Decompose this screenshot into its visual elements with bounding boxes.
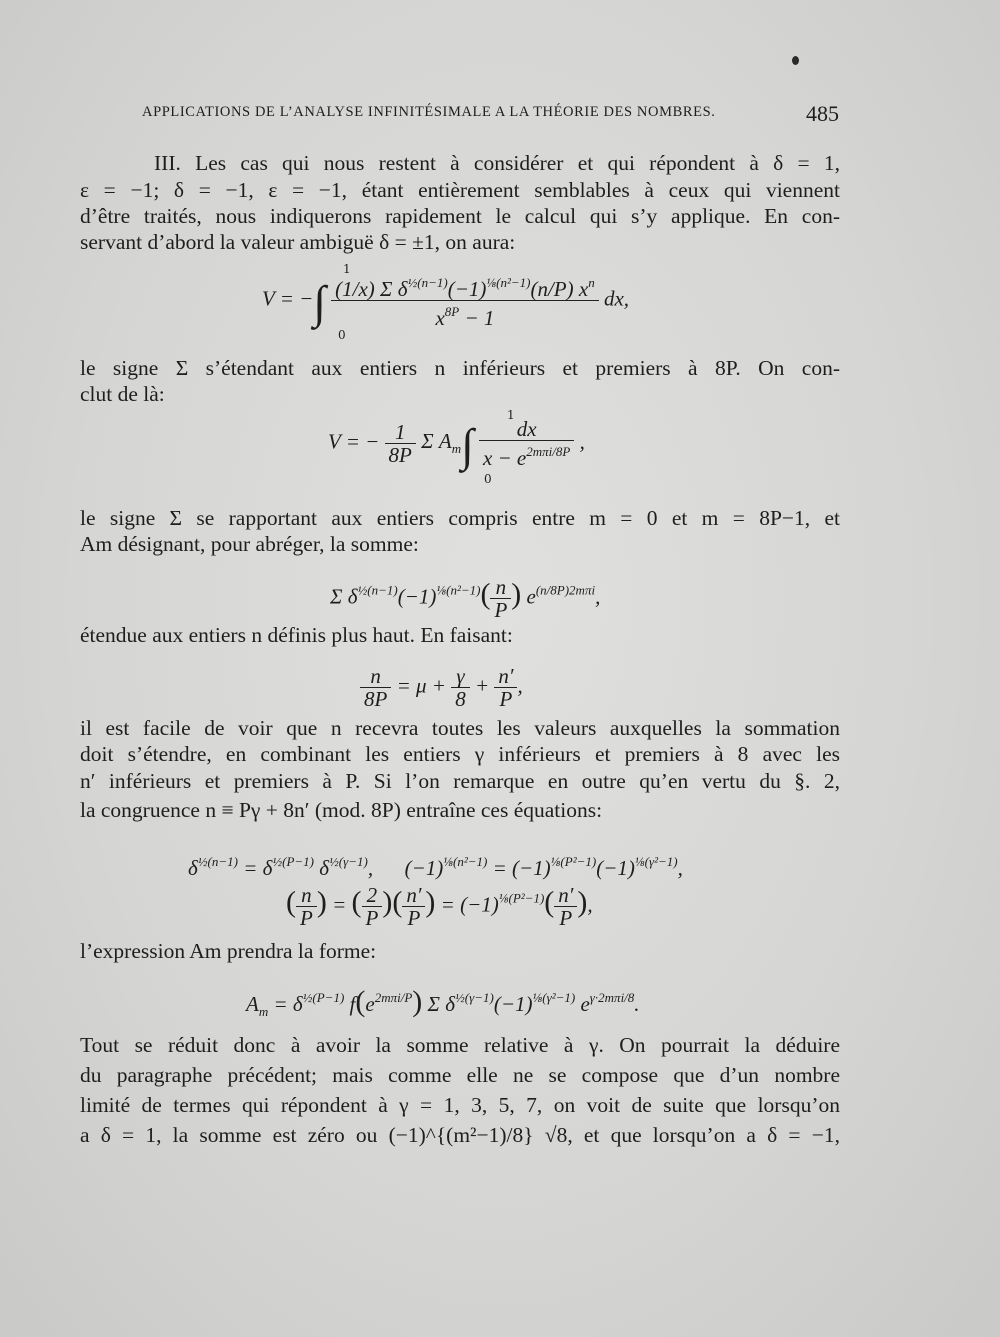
text-line-6: clut de là: bbox=[80, 382, 165, 406]
text-line-16: du paragraphe précédent; mais comme elle ne se compose que d’un nombre bbox=[80, 1063, 840, 1087]
text-line-18: a δ = 1, la somme est zéro ou (−1)^{(m²−1)/8} √8, et que lorsqu’on a δ = −1, bbox=[80, 1123, 840, 1147]
running-title: APPLICATIONS DE L’ANALYSE INFINITÉSIMALE A LA THÉORIE DES NOMBRES. bbox=[142, 104, 716, 120]
text-line-1: III. Les cas qui nous restent à considérer et qui répondent à δ = 1, bbox=[154, 151, 840, 175]
formula-power-identities: $\delta^{\frac{1}{2}(n-1)} = \delta^{\frac{1}{2}(P-1)}$ $\delta^{\frac{1}{2}(\gamma-1)}$, $(-1)^{\frac{1}{8}(n^2-1)} = (-1)^{\frac{1}{8}(P^2-1)}(-1)^{\frac{1}{8}(\gamma^2-1)}$, bbox=[188, 854, 683, 880]
formula-am-sum: Σ $\delta^{\frac{1}{2}(n-1)}(-1)^{\frac{1}{8}(n^2-1)}$( $\frac{n}{P}$ ) $e^{(n/8P)2m\pi i}$, bbox=[330, 575, 601, 622]
text-line-9: étendue aux entiers n définis plus haut. En faisant: bbox=[80, 623, 513, 647]
lower-limit-2: 0 bbox=[484, 472, 492, 486]
formula-v-integral: V = −∫ $\frac{(1/x) \Sigma \delta^{\frac{1}{2}(n-1)}(-1)^{\frac{1}{8}(n^2-1)}(n/P) x^n}{x^{8P} - 1}$ dx, bbox=[262, 272, 629, 329]
text-line-3: d’être traités, nous indiquerons rapidement le calcul qui s’y applique. En con- bbox=[80, 204, 840, 228]
text-line-15: Tout se réduit donc à avoir la somme relative à γ. On pourrait la déduire bbox=[80, 1033, 840, 1057]
text-line-4: servant d’abord la valeur ambiguë δ = ±1, on aura: bbox=[80, 230, 516, 254]
ink-spot bbox=[792, 56, 799, 65]
lower-limit: 0 bbox=[338, 328, 346, 342]
text-line-8: Am désignant, pour abréger, la somme: bbox=[80, 532, 419, 556]
page-number: 485 bbox=[806, 101, 839, 126]
text-line-17: limité de termes qui répondent à γ = 1, 3, 5, 7, on voit de suite que lorsqu’on bbox=[80, 1093, 840, 1117]
text-line-11: doit s’étendre, en combinant les entiers γ inférieurs et premiers à 8 avec les bbox=[80, 742, 840, 766]
formula-legendre-identity: ( $\frac{n}{P}$ ) = ( $\frac{2}{P}$ )( $\frac{n'}{P}$ ) = $(-1)^{\frac{1}{8}(P^2-1)}$( $\frac{n'}{P}$ ), bbox=[286, 883, 593, 930]
text-line-5: le signe Σ s’étendant aux entiers n inférieurs et premiers à 8P. On con- bbox=[80, 356, 840, 380]
text-line-7: le signe Σ se rapportant aux entiers compris entre m = 0 et m = 8P−1, et bbox=[80, 506, 840, 530]
f1-text bbox=[0, 0, 1, 1]
text-line-14: l’expression Am prendra la forme: bbox=[80, 939, 377, 963]
upper-limit: 1 bbox=[343, 262, 351, 276]
text-line-12: n′ inférieurs et premiers à P. Si l’on remarque en outre qu’en vertu du §. 2, bbox=[80, 769, 840, 793]
text-line-10: il est facile de voir que n recevra toutes les valeurs auxquelles la sommation bbox=[80, 716, 840, 740]
text-line-2: ε = −1; δ = −1, ε = −1, étant entièrement semblables à ceux qui viennent bbox=[80, 178, 840, 202]
formula-decomposition: $\frac{n}{8P}$ = μ + $\frac{\gamma}{8}$ + $\frac{n'}{P}$ , bbox=[360, 665, 523, 710]
text-line-13: la congruence n ≡ Pγ + 8n′ (mod. 8P) entraîne ces équations: bbox=[80, 798, 603, 822]
upper-limit-2: 1 bbox=[507, 408, 515, 422]
formula-v-sum: V = − $\frac{1}{8P}$ Σ $A_m\int$ $\frac{dx}{x - e^{2m\pi i/8P}}$ , bbox=[328, 417, 585, 471]
formula-am-form: $A_m = \delta^{\frac{1}{2}(P-1)}$ $f(e^{2m\pi i/P})$ Σ $\delta^{\frac{1}{2}(\gamma-1)}(-1)^{\frac{1}{8}(\gamma^2-1)}$ $e^{\gamma\cdot 2m\pi i/8}$. bbox=[246, 985, 640, 1019]
